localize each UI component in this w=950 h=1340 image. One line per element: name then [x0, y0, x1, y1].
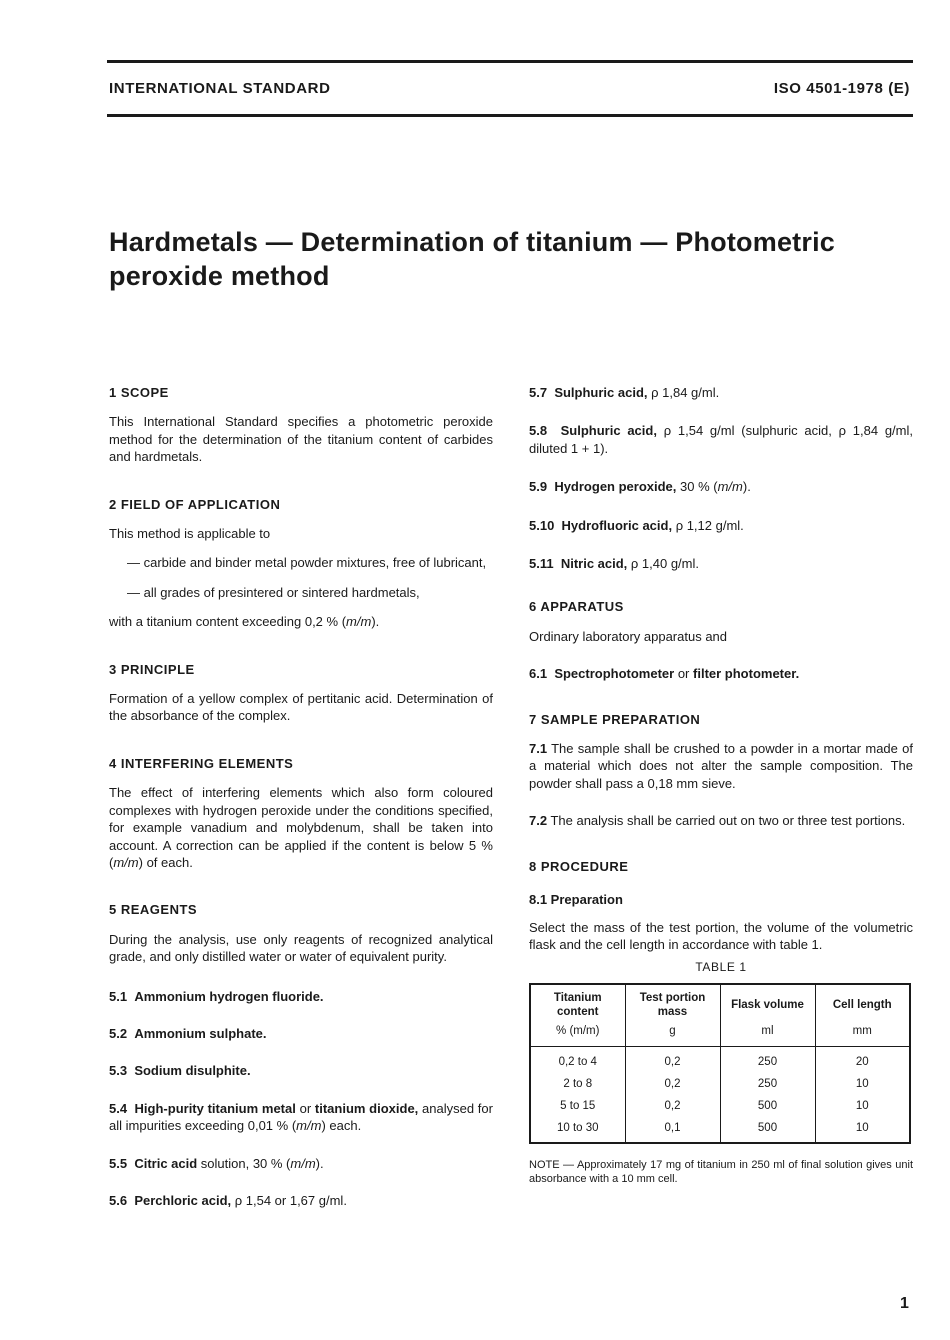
- table-row: [530, 1047, 910, 1074]
- apparatus-6-1: 6.1 Spectrophotometer or filter photometer.: [529, 666, 800, 682]
- header-standard-label: INTERNATIONAL STANDARD: [109, 80, 331, 97]
- reagent-5-9: 5.9 Hydrogen peroxide, 30 % (m/m).: [529, 479, 751, 495]
- sample-prep-7-1: 7.1 The sample shall be crushed to a powder in a mortar made of a material which does not alter the sample composition. The powder shall pass a 0,18 mm sieve.: [529, 741, 913, 791]
- section-6-heading: 6 APPARATUS: [529, 599, 624, 615]
- section-5-heading: 5 REAGENTS: [109, 902, 198, 918]
- table-cell: 0,1: [625, 1117, 720, 1143]
- table-row: [530, 1095, 910, 1117]
- document-title: Hardmetals — Determination of titanium — Photometric peroxide method: [109, 227, 835, 291]
- table-unit: g: [625, 1021, 720, 1047]
- section-2-item-2: — all grades of presintered or sintered hardmetals,: [127, 584, 420, 600]
- section-1-heading: 1 SCOPE: [109, 385, 169, 400]
- top-rule: [107, 60, 913, 63]
- table-unit: % (m/m): [530, 1021, 625, 1047]
- reagent-5-7: 5.7 Sulphuric acid, ρ 1,84 g/ml.: [529, 385, 720, 400]
- section-3-heading: 3 PRINCIPLE: [109, 661, 195, 677]
- section-2-intro: This method is applicable to: [109, 526, 271, 542]
- section-7-heading: 7 SAMPLE PREPARATION: [529, 711, 701, 727]
- section-8-1-heading: 8.1 Preparation: [529, 892, 623, 908]
- table-cell: 20: [815, 1047, 910, 1074]
- section-6-text: Ordinary laboratory apparatus and: [529, 628, 728, 644]
- table-cell: 10: [815, 1095, 910, 1117]
- table-cell: 0,2: [625, 1073, 720, 1095]
- table-note: NOTE — Approximately 17 mg of titanium in 250 ml of final solution gives unit absorbance with a 10 mm cell.: [529, 1159, 913, 1186]
- reagent-5-3: 5.3 Sodium disulphite.: [109, 1063, 251, 1079]
- section-2-outro: with a titanium content exceeding 0,2 % (m/m).: [109, 614, 380, 630]
- table-cell: 0,2: [625, 1095, 720, 1117]
- table-1: [529, 983, 911, 1144]
- table-cell: 250: [720, 1047, 815, 1074]
- reagent-5-2: 5.2 Ammonium sulphate.: [109, 1025, 267, 1041]
- right-column: [529, 384, 913, 1186]
- reagent-5-10: 5.10 Hydrofluoric acid, ρ 1,12 g/ml.: [529, 517, 744, 533]
- section-3-text: Formation of a yellow complex of pertitanic acid. Determination of the absorbance of the complex.: [109, 691, 493, 724]
- table-header: Test portion mass: [625, 984, 720, 1021]
- table-cell: 10 to 30: [530, 1117, 625, 1143]
- table-cell: 10: [815, 1073, 910, 1095]
- left-column: [109, 384, 493, 1225]
- table-header: Flask volume: [720, 984, 815, 1021]
- section-5-text: During the analysis, use only reagents of recognized analytical grade, and only distilled water or water of equivalent purity.: [109, 931, 493, 965]
- reagent-5-5: 5.5 Citric acid solution, 30 % (m/m).: [109, 1155, 324, 1171]
- table-cell: 2 to 8: [530, 1073, 625, 1095]
- table-cell: 0,2 to 4: [530, 1047, 625, 1074]
- table-row: [530, 1073, 910, 1095]
- table-cell: 5 to 15: [530, 1095, 625, 1117]
- section-4-text: The effect of interfering elements which also form coloured complexes with hydrogen peroxide under the conditions specified, for example vanadium and molybdenum, shall be taken into account. A correction can be applied if the content is below 5 % (m/m) of each.: [109, 785, 493, 870]
- reagent-5-1: 5.1 Ammonium hydrogen fluoride.: [109, 988, 324, 1004]
- page-number: 1: [900, 1295, 909, 1312]
- reagent-5-4: 5.4 High-purity titanium metal or titanium dioxide, analysed for all impurities exceeding 0,01 % (m/m) each.: [109, 1100, 493, 1134]
- reagent-5-11: 5.11 Nitric acid, ρ 1,40 g/ml.: [529, 556, 699, 572]
- table-header: Titanium content: [530, 984, 625, 1021]
- sample-prep-7-2: 7.2 The analysis shall be carried out on two or three test portions.: [529, 813, 906, 829]
- table-cell: 500: [720, 1117, 815, 1143]
- table-unit: mm: [815, 1021, 910, 1047]
- section-2-item-1: — carbide and binder metal powder mixtures, free of lubricant,: [127, 555, 487, 571]
- reagent-5-8: 5.8 Sulphuric acid, ρ 1,54 g/ml (sulphuric acid, ρ 1,84 g/ml, diluted 1 + 1).: [529, 423, 913, 456]
- section-8-heading: 8 PROCEDURE: [529, 858, 629, 874]
- table-cell: 10: [815, 1117, 910, 1143]
- table-header: Cell length: [815, 984, 910, 1021]
- table-unit: ml: [720, 1021, 815, 1047]
- table-row: [530, 1117, 910, 1143]
- section-4-heading: 4 INTERFERING ELEMENTS: [109, 755, 294, 771]
- header-rule: [107, 114, 913, 117]
- table-cell: 0,2: [625, 1047, 720, 1074]
- table-cell: 500: [720, 1095, 815, 1117]
- table-cell: 250: [720, 1073, 815, 1095]
- section-8-1-text: Select the mass of the test portion, the volume of the volumetric flask and the cell length in accordance with table 1.: [529, 919, 913, 952]
- section-2-heading: 2 FIELD OF APPLICATION: [109, 496, 281, 512]
- table-caption: TABLE 1: [695, 960, 747, 975]
- reagent-5-6: 5.6 Perchloric acid, ρ 1,54 or 1,67 g/ml.: [109, 1192, 347, 1208]
- section-1-text: This International Standard specifies a photometric peroxide method for the determination of the titanium content of carbides and hardmetals.: [109, 414, 493, 465]
- header-standard-number: ISO 4501-1978 (E): [773, 80, 910, 97]
